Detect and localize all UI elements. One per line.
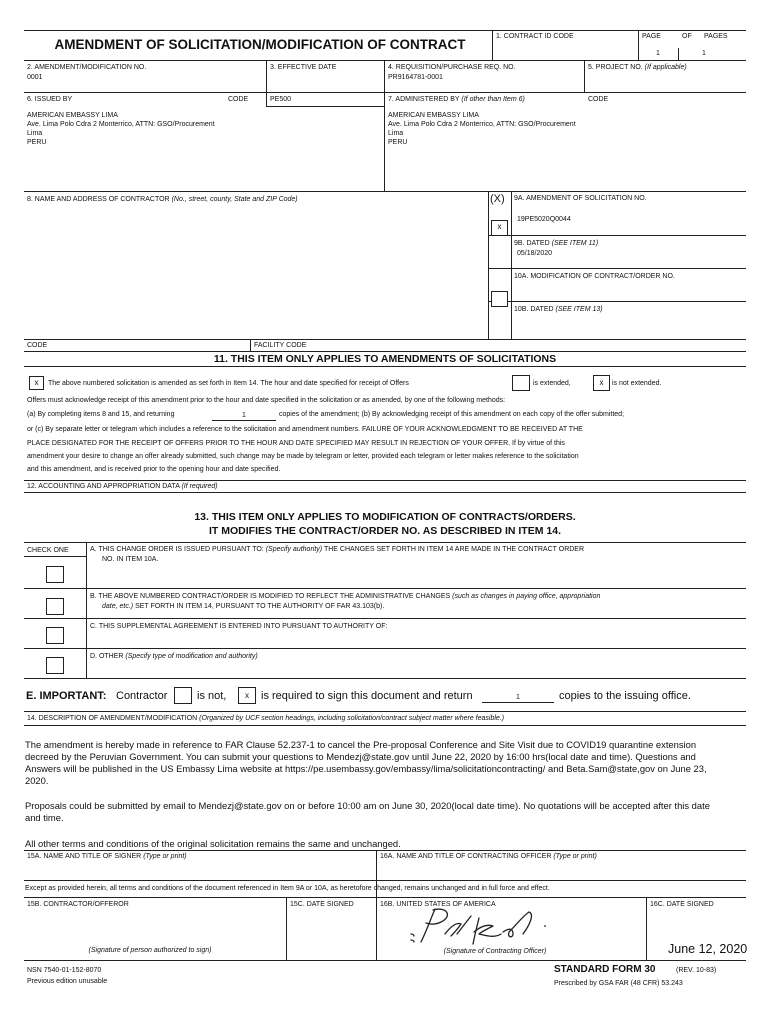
important-is-required: is required to sign this document and return bbox=[261, 690, 473, 702]
amendment-no-label: 2. AMENDMENT/MODIFICATION NO. bbox=[27, 64, 147, 71]
administered-by-label: 7. ADMINISTERED BY (If other than Item 6) bbox=[388, 96, 525, 103]
administered-code-label: CODE bbox=[588, 96, 609, 103]
amendment-no-value[interactable]: 0001 bbox=[27, 74, 43, 81]
not-extended-label: is not extended. bbox=[612, 380, 662, 387]
x-column-label: (X) bbox=[490, 193, 505, 205]
checkbox-is-not[interactable] bbox=[174, 687, 192, 704]
checkbox-is-required[interactable]: x bbox=[238, 687, 256, 704]
project-no-label: 5. PROJECT NO. (If applicable) bbox=[588, 64, 687, 71]
usa-label: 16B. UNITED STATES OF AMERICA bbox=[380, 901, 496, 908]
return-copies-field[interactable]: 1 bbox=[482, 693, 554, 703]
nsn-text: NSN 7540-01-152-8070 bbox=[27, 967, 102, 974]
mod-10a-label: 10A. MODIFICATION OF CONTRACT/ORDER NO. bbox=[514, 273, 675, 280]
issued-by-line: PERU bbox=[27, 139, 47, 146]
previous-edition-text: Previous edition unusable bbox=[27, 978, 108, 985]
item-14-label: 14. DESCRIPTION OF AMENDMENT/MODIFICATION (Organized by UCF section headings, including solicitation/contract subject matter where feasible.) bbox=[27, 715, 505, 722]
issued-by-line: Ave. Lima Polo Cdra 2 Monterrico, ATTN: GSO/Procurement bbox=[27, 121, 215, 128]
checkbox-10a[interactable] bbox=[491, 291, 508, 307]
item-13d-text: D. OTHER (Specify type of modification and authority) bbox=[90, 653, 258, 660]
item-11-line: Offers must acknowledge receipt of this amendment prior to the hour and date specified in the solicitation or as amended, by one of the following methods: bbox=[27, 397, 506, 404]
amendment-9a-value[interactable]: 19PE5020Q0044 bbox=[517, 216, 571, 223]
contractor-label: 8. NAME AND ADDRESS OF CONTRACTOR (No., street, county, State and ZIP Code) bbox=[27, 196, 298, 203]
officer-date-label: 16C. DATE SIGNED bbox=[650, 901, 714, 908]
item-13c-text: C. THIS SUPPLEMENTAL AGREEMENT IS ENTERED INTO PURSUANT TO AUTHORITY OF: bbox=[90, 623, 388, 630]
checkbox-13c[interactable] bbox=[46, 627, 64, 644]
of-label: OF bbox=[682, 33, 692, 40]
date-signed-value[interactable]: June 12, 2020 bbox=[668, 942, 748, 956]
item-13b-text-2: date, etc.) SET FORTH IN ITEM 14, PURSUANT TO THE AUTHORITY OF FAR 43.103(b). bbox=[102, 603, 385, 610]
effective-date-label: 3. EFFECTIVE DATE bbox=[270, 64, 337, 71]
item-11-line: amendment your desire to change an offer already submitted, such change may be made by telegram or letter, provided each telegram or letter makes reference to the solicitation bbox=[27, 453, 579, 460]
item-11-heading: 11. THIS ITEM ONLY APPLIES TO AMENDMENTS OF SOLICITATIONS bbox=[213, 353, 557, 365]
signature-person-caption: (Signature of person authorized to sign) bbox=[88, 947, 212, 954]
contractor-offeror-label: 15B. CONTRACTOR/OFFEROR bbox=[27, 901, 129, 908]
checkbox-not-extended[interactable]: x bbox=[593, 375, 610, 391]
item-11-line: PLACE DESIGNATED FOR THE RECEIPT OF OFFERS PRIOR TO THE HOUR AND DATE SPECIFIED MAY RESULT IN REJECTION OF YOUR OFFER. If by virtue of this bbox=[27, 440, 565, 447]
check-one-label: CHECK ONE bbox=[27, 547, 69, 554]
signature-officer-caption: (Signature of Contracting Officer) bbox=[443, 948, 547, 955]
extended-label: is extended, bbox=[533, 380, 571, 387]
checkbox-13d[interactable] bbox=[46, 657, 64, 674]
dated-10b-label: 10B. DATED (SEE ITEM 13) bbox=[514, 306, 603, 313]
administered-by-line: Ave. Lima Polo Cdra 2 Monterrico, ATTN: GSO/Procurement bbox=[388, 121, 576, 128]
issued-by-code-value[interactable]: PE500 bbox=[270, 96, 292, 103]
checkbox-extended[interactable] bbox=[512, 375, 530, 391]
except-text: Except as provided herein, all terms and conditions of the document referenced in Item 9A or 10A, as heretofore changed, remains unchanged and in full force and effect. bbox=[25, 885, 550, 892]
important-label: E. IMPORTANT: bbox=[26, 690, 107, 702]
item-13-heading-1: 13. THIS ITEM ONLY APPLIES TO MODIFICATION OF CONTRACTS/ORDERS. bbox=[194, 511, 576, 523]
checkbox-9a[interactable]: x bbox=[491, 220, 508, 236]
page-value[interactable]: 1 bbox=[656, 50, 660, 57]
description-paragraph-3: All other terms and conditions of the original solicitation remains the same and unchanged. bbox=[25, 838, 401, 849]
pages-label: PAGES bbox=[704, 33, 728, 40]
accounting-label: 12. ACCOUNTING AND APPROPRIATION DATA (If required) bbox=[27, 483, 218, 490]
description-paragraph-2: Proposals could be submitted by email to Mendezj@state.gov on or before 10:00 am on June 30, 2020(local date time). No quotations will be accepted after this date and time. bbox=[25, 800, 710, 823]
facility-code-label: FACILITY CODE bbox=[254, 342, 307, 349]
amended-text: The above numbered solicitation is amended as set forth in Item 14. The hour and date specified for receipt of Offers bbox=[48, 380, 409, 387]
important-contractor: Contractor bbox=[116, 690, 168, 702]
page-label: PAGE bbox=[642, 33, 661, 40]
item-11-line: copies of the amendment; (b) By acknowledging receipt of this amendment on each copy of the offer submitted; bbox=[279, 411, 625, 418]
issued-by-label: 6. ISSUED BY bbox=[27, 96, 73, 103]
administered-by-line: PERU bbox=[388, 139, 408, 146]
item-11-line: or (c) By separate letter or telegram which includes a reference to the solicitation and amendment numbers. FAILURE OF YOUR ACKNOWLEDGMENT TO BE RECEIVED AT THE bbox=[27, 426, 583, 433]
item-13a-text-2: NO. IN ITEM 10A. bbox=[102, 556, 159, 563]
officer-name-label: 16A. NAME AND TITLE OF CONTRACTING OFFICER (Type or print) bbox=[380, 853, 597, 860]
item-13-heading-2: IT MODIFIES THE CONTRACT/ORDER NO. AS DESCRIBED IN ITEM 14. bbox=[209, 525, 561, 537]
contract-id-label: 1. CONTRACT ID CODE bbox=[496, 33, 574, 40]
issued-by-code-label: CODE bbox=[228, 96, 249, 103]
officer-signature bbox=[405, 904, 555, 948]
standard-form-label: STANDARD FORM 30 bbox=[554, 964, 656, 975]
revision-text: (REV. 10-83) bbox=[676, 967, 717, 974]
description-paragraph-1: The amendment is hereby made in reference to FAR Clause 52.237-1 to cancel the Pre-proposal Conference and Site Visit due to COVID19 quarantine extension decreed by the Peruvian Government. You can submit your questions to Mendezj@state.gov until June 22, 2020 by 16:00 hrs(local date and time). Questions and Answers will be published in the US Embassy Lima website at https://pe.usembassy.gov/embassy/lima/solicitationcontracting/ and Beta.Sam@state,gov on June 23, 2020. bbox=[25, 739, 707, 786]
item-11-line: and this amendment, and is received prior to the opening hour and date specified. bbox=[27, 466, 281, 473]
requisition-value[interactable]: PR9164781-0001 bbox=[388, 74, 443, 81]
dated-9b-label: 9B. DATED (SEE ITEM 11) bbox=[514, 240, 599, 247]
requisition-label: 4. REQUISITION/PURCHASE REQ. NO. bbox=[388, 64, 516, 71]
dated-9b-value[interactable]: 05/18/2020 bbox=[517, 250, 553, 257]
checkbox-13b[interactable] bbox=[46, 598, 64, 615]
item-11-line: (a) By completing items 8 and 15, and returning bbox=[27, 411, 175, 418]
issued-by-line: Lima bbox=[27, 130, 43, 137]
administered-by-line: Lima bbox=[388, 130, 404, 137]
important-copies-text: copies to the issuing office. bbox=[559, 690, 691, 702]
pages-value[interactable]: 1 bbox=[702, 50, 706, 57]
amendment-9a-label: 9A. AMENDMENT OF SOLICITATION NO. bbox=[514, 195, 647, 202]
checkbox-amended[interactable]: x bbox=[29, 376, 44, 390]
checkbox-13a[interactable] bbox=[46, 566, 64, 583]
administered-by-line: AMERICAN EMBASSY LIMA bbox=[388, 112, 479, 119]
copies-returned-field[interactable]: 1 bbox=[212, 411, 276, 421]
item-13b-text: B. THE ABOVE NUMBERED CONTRACT/ORDER IS MODIFIED TO REFLECT THE ADMINISTRATIVE CHANGES (such as changes in paying office, appropriation bbox=[90, 593, 601, 600]
prescribed-text: Prescribed by GSA FAR (48 CFR) 53.243 bbox=[554, 980, 683, 987]
contractor-date-label: 15C. DATE SIGNED bbox=[290, 901, 354, 908]
contractor-code-label: CODE bbox=[27, 342, 48, 349]
important-is-not: is not, bbox=[197, 690, 227, 702]
signer-name-label: 15A. NAME AND TITLE OF SIGNER (Type or print) bbox=[27, 853, 187, 860]
issued-by-line: AMERICAN EMBASSY LIMA bbox=[27, 112, 118, 119]
form-title: AMENDMENT OF SOLICITATION/MODIFICATION OF CONTRACT bbox=[54, 37, 466, 52]
item-13a-text: A. THIS CHANGE ORDER IS ISSUED PURSUANT TO: (Specify authority) THE CHANGES SET FORTH IN ITEM 14 ARE MADE IN THE CONTRACT ORDER bbox=[90, 546, 585, 553]
